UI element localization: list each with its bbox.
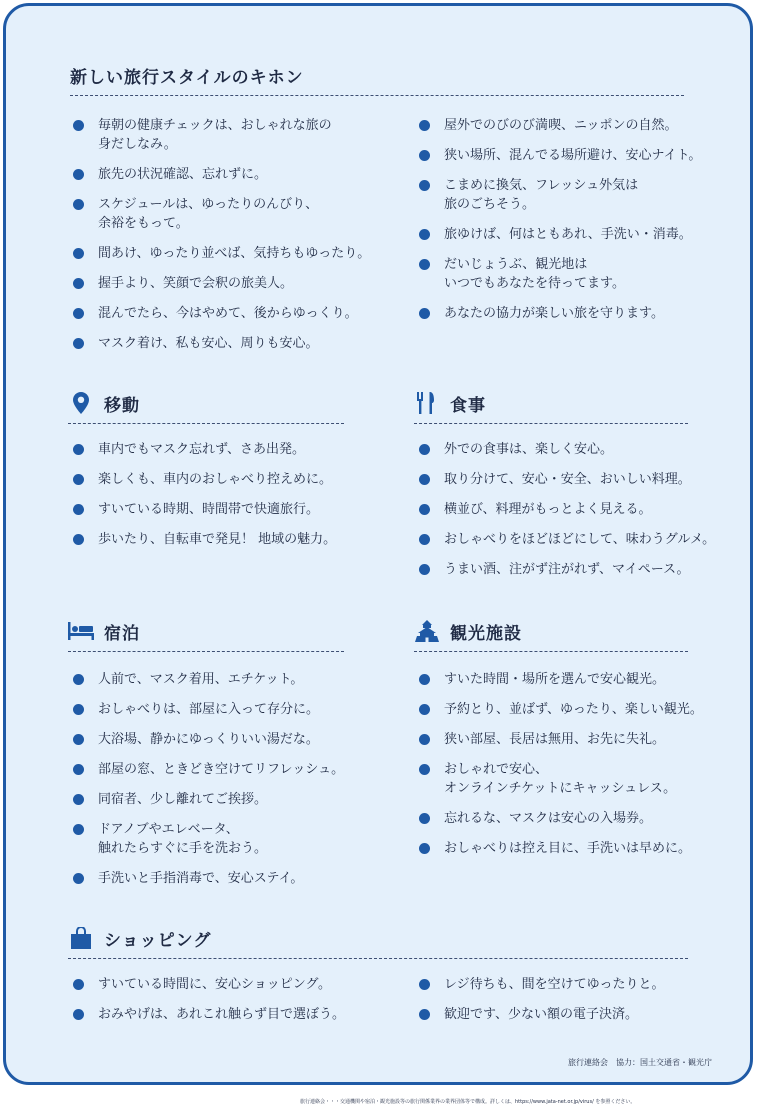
list-item	[70, 820, 370, 858]
basics-right-list	[416, 116, 716, 334]
list-item-text: 狭い場所、混んでる場所避け、安心ナイト。	[444, 148, 702, 163]
list-item-text: 毎朝の健康チェックは、おしゃれな旅の	[98, 118, 332, 133]
list-item	[70, 304, 400, 323]
footer-fineprint: 旅行連絡会・・・交通機関や宿泊・観光施設等の旅行関係業界の業界団体等で構成。詳しくは、https://www.jata-net.or.jp/virus/ を参照ください。	[300, 1099, 636, 1105]
basics-header	[70, 62, 684, 96]
list-item-text: 予約とり、並ばず、ゆったり、楽しい観光。	[444, 702, 703, 717]
list-item	[416, 470, 716, 489]
list-item-text: 取り分けて、安心・安全、おいしい料理。	[444, 472, 691, 487]
sightseeing-list	[416, 670, 716, 869]
list-item-text: 身だしなみ。	[98, 137, 177, 152]
lodging-list	[70, 670, 370, 899]
list-item	[70, 790, 370, 809]
lodging-header	[68, 618, 344, 652]
list-item	[416, 440, 716, 459]
list-item	[416, 116, 716, 135]
castle-icon	[414, 619, 440, 643]
lodging-title: 宿泊	[104, 623, 140, 644]
shopping-section	[68, 925, 688, 959]
list-item	[70, 116, 400, 154]
map-pin-icon	[68, 391, 94, 415]
list-item-text: 横並び、料理がもっとよく見える。	[444, 502, 652, 517]
basics-section	[70, 62, 684, 96]
list-item-text: だいじょうぶ、観光地は	[444, 257, 588, 272]
travel-section	[68, 390, 344, 424]
list-item-text: 同宿者、少し離れてご挨拶。	[98, 792, 268, 807]
list-item-text: 歩いたり、自転車で発見！ 地域の魅力。	[98, 532, 337, 547]
list-item-text: 旅先の状況確認、忘れずに。	[98, 167, 268, 182]
bed-icon	[68, 619, 94, 643]
list-item-text: おしゃれで安心、	[444, 762, 549, 777]
shopping-left-list	[70, 975, 400, 1035]
list-item-text: 握手より、笑顔で会釈の旅美人。	[98, 276, 294, 291]
list-item	[70, 975, 400, 994]
list-item-text: マスク着け、私も安心、周りも安心。	[98, 336, 319, 351]
list-item	[416, 225, 716, 244]
basics-left-list	[70, 116, 400, 364]
meals-title: 食事	[450, 395, 486, 416]
list-item	[416, 839, 716, 858]
list-item-text: 歓迎です、少ない額の電子決済。	[444, 1007, 638, 1022]
fork-knife-icon	[414, 391, 440, 415]
list-item	[416, 255, 716, 293]
list-item-text: 忘れるな、マスクは安心の入場券。	[444, 811, 653, 826]
sightseeing-title: 観光施設	[450, 623, 522, 644]
basics-title: 新しい旅行スタイルのキホン	[70, 67, 304, 88]
meals-header	[414, 390, 688, 424]
list-item	[416, 304, 716, 323]
list-item	[416, 670, 716, 689]
list-item	[416, 176, 716, 214]
list-item-text: うまい酒、注がず注がれず、マイペース。	[444, 562, 690, 577]
list-item-text: ドアノブやエレベータ、	[98, 822, 239, 837]
list-item	[70, 334, 400, 353]
list-item-text: 余裕をもって。	[98, 216, 189, 231]
list-item	[70, 244, 400, 263]
list-item-text: おみやげは、あれこれ触らず目で選ぼう。	[98, 1007, 346, 1022]
list-item	[70, 869, 370, 888]
list-item-text: すいている時期、時間帯で快適旅行。	[98, 502, 320, 517]
list-item-text: おしゃべりは控え目に、手洗いは早めに。	[444, 841, 692, 856]
list-item	[416, 760, 716, 798]
list-item-text: 部屋の窓、ときどき空けてリフレッシュ。	[98, 762, 345, 777]
list-item	[70, 1005, 400, 1024]
list-item	[70, 670, 370, 689]
list-item	[416, 146, 716, 165]
footer-credit: 旅行連絡会 協力：国土交通省・観光庁	[568, 1058, 712, 1067]
meals-list	[416, 440, 716, 590]
list-item-text: スケジュールは、ゆったりのんびり、	[98, 197, 319, 212]
shopping-title: ショッピング	[104, 930, 212, 951]
list-item-text: おしゃべりは、部屋に入って存分に。	[98, 702, 320, 717]
shopping-right-list	[416, 975, 716, 1035]
list-item-text: いつでもあなたを待ってます。	[444, 276, 625, 291]
list-item	[70, 730, 370, 749]
list-item	[70, 530, 370, 549]
list-item-text: すいている時間に、安心ショッピング。	[98, 977, 331, 992]
list-item	[416, 975, 716, 994]
shopping-header	[68, 925, 688, 959]
list-item-text: 屋外でのびのび満喫、ニッポンの自然。	[444, 118, 678, 133]
list-item	[70, 470, 370, 489]
list-item-text: あなたの協力が楽しい旅を守ります。	[444, 306, 664, 321]
list-item	[70, 440, 370, 459]
sightseeing-header	[414, 618, 688, 652]
travel-title: 移動	[104, 395, 140, 416]
sightseeing-section	[414, 618, 688, 652]
list-item-text: すいた時間・場所を選んで安心観光。	[444, 672, 666, 687]
list-item	[416, 560, 716, 579]
list-item-text: 楽しくも、車内のおしゃべり控えめに。	[98, 472, 333, 487]
list-item-text: 車内でもマスク忘れず、さあ出発。	[98, 442, 305, 457]
list-item-text: レジ待ちも、間を空けてゆったりと。	[444, 977, 665, 992]
shopping-bag-icon	[68, 926, 94, 950]
list-item-text: 旅のごちそう。	[444, 197, 536, 212]
list-item-text: 触れたらすぐに手を洗おう。	[98, 841, 268, 856]
list-item-text: 旅ゆけば、何はともあれ、手洗い・消毒。	[444, 227, 692, 242]
meals-section	[414, 390, 688, 424]
list-item-text: 大浴場、静かにゆっくりいい湯だな。	[98, 732, 319, 747]
list-item-text: おしゃべりをほどほどにして、味わうグルメ。	[444, 532, 716, 547]
list-item	[416, 500, 716, 519]
lodging-section	[68, 618, 344, 652]
travel-header	[68, 390, 344, 424]
list-item	[70, 274, 400, 293]
list-item	[70, 760, 370, 779]
list-item	[70, 500, 370, 519]
list-item	[416, 730, 716, 749]
list-item-text: 人前で、マスク着用、エチケット。	[98, 672, 304, 687]
list-item	[70, 700, 370, 719]
list-item	[416, 1005, 716, 1024]
list-item	[416, 530, 716, 549]
list-item-text: 手洗いと手指消毒で、安心ステイ。	[98, 871, 304, 886]
list-item	[416, 809, 716, 828]
list-item-text: 狭い部屋、長居は無用、お先に失礼。	[444, 732, 666, 747]
travel-list	[70, 440, 370, 560]
list-item-text: 混んでたら、今はやめて、後からゆっくり。	[98, 306, 358, 321]
list-item-text: 間あけ、ゆったり並べば、気持ちもゆったり。	[98, 246, 371, 261]
list-item-text: 外での食事は、楽しく安心。	[444, 442, 614, 457]
list-item	[416, 700, 716, 719]
list-item-text: こまめに換気、フレッシュ外気は	[444, 178, 639, 193]
list-item-text: オンラインチケットにキャッシュレス。	[444, 781, 677, 796]
list-item	[70, 195, 400, 233]
list-item	[70, 165, 400, 184]
